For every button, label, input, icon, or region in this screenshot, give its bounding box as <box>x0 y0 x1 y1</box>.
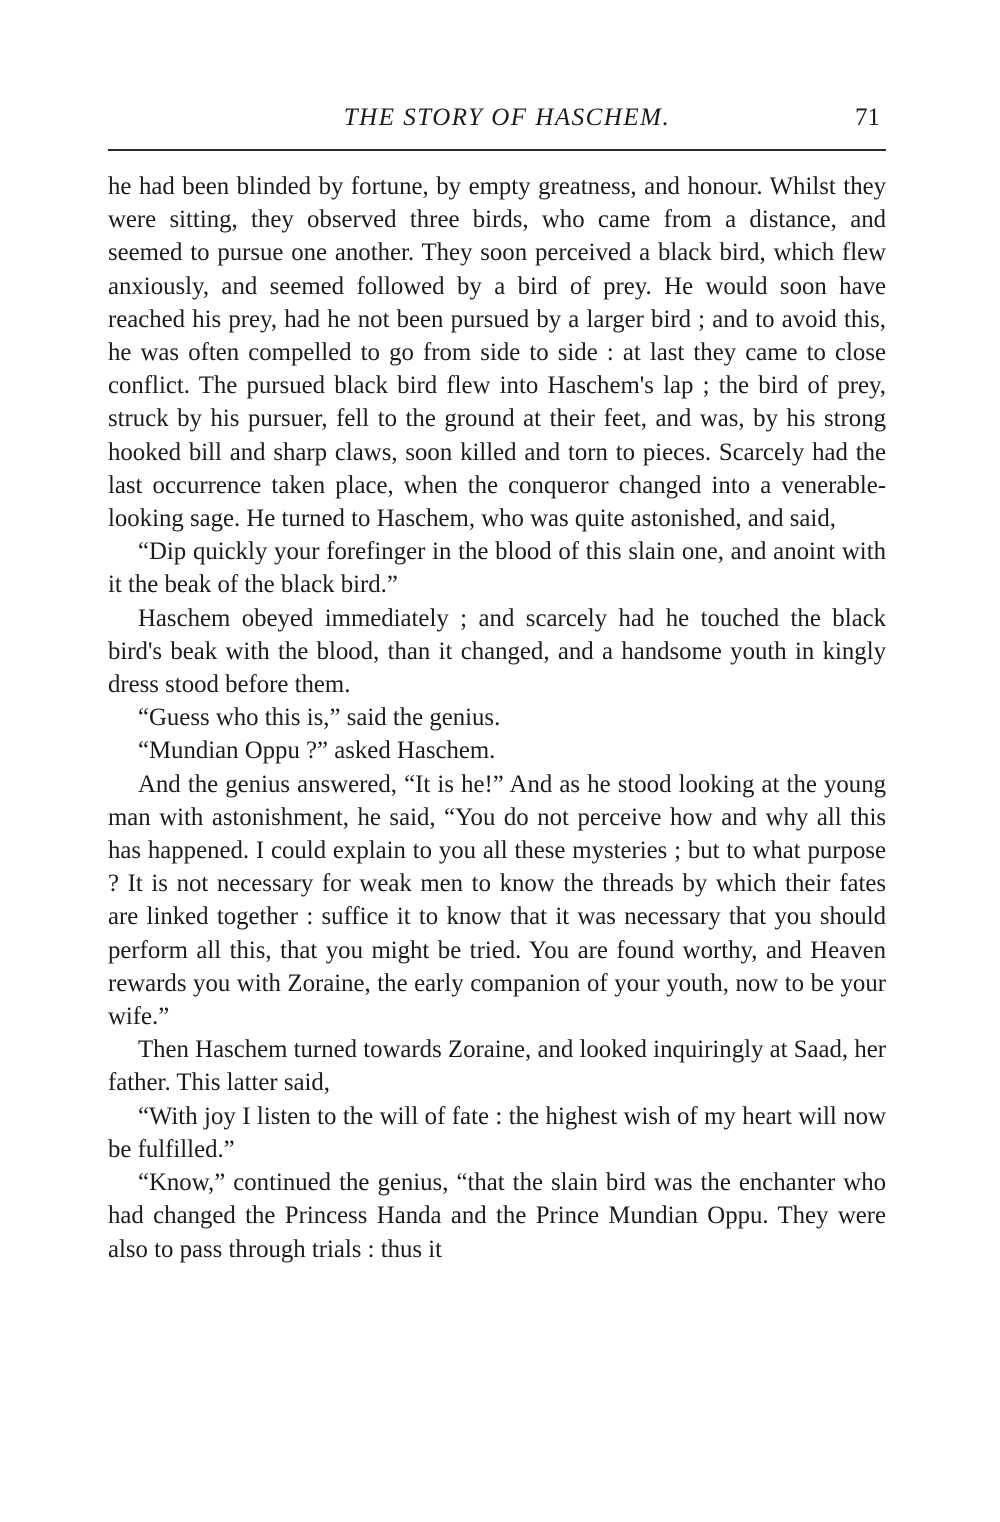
paragraph: “Mundian Oppu ?” asked Haschem. <box>138 737 496 765</box>
paragraph: Then Haschem turned towards Zoraine, and looked inquiringly at Saad, her father. This latter said, <box>108 1036 886 1097</box>
paragraph: “Know,” continued the genius, “that the slain bird was the enchanter who had changed the Princess Handa and the Prince Mundian Oppu. They were also to pass through trials : thus it <box>108 1169 886 1263</box>
running-title: THE STORY OF HASCHEM. <box>343 104 671 131</box>
paragraph: “Dip quickly your forefinger in the blood of this slain one, and anoint with it the beak of the black bird.” <box>108 538 886 599</box>
paragraph: “Guess who this is,” said the genius. <box>138 704 501 732</box>
paragraph: Haschem obeyed immediately ; and scarcely had he touched the black bird's beak with the blood, than it changed, and a handsome youth in kingly dress stood before them. <box>108 604 886 699</box>
header-rule <box>108 149 886 151</box>
paragraph: he had been blinded by fortune, by empty greatness, and honour. Whilst they were sitting, they observed three birds, who came from a distance, and seemed to pursue one another. They soon perceived a black bird, which flew anxiously, and seemed followed by a bird of prey. He would soon have reached his prey, had he not been pursued by a larger bird ; and to avoid this, he was often compelled to go from side to side : at last they came to close conflict. The pursued black bird flew into Haschem's lap ; the bird of prey, struck by his pursuer, fell to the ground at their feet, and was, by his strong hooked bill and sharp claws, soon killed and torn to pieces. Scarcely had the last occurrence taken place, when the conqueror changed into a venerable-looking sage. He turned to Haschem, who was quite astonished, and said, <box>108 173 886 533</box>
page-number: 71 <box>855 104 880 131</box>
paragraph: And the genius answered, “It is he!” And as he stood looking at the young man with astonishment, he said, “You do not perceive how and why all this has happened. I could explain to you all these mysteries ; but to what purpose ? It is not necessary for weak men to know the threads by which their fates are linked together : suffice it to know that it was necessary that you should perform all this, that you might be tried. You are found worthy, and Heaven rewards you with Zoraine, the early companion of your youth, now to be your wife.” <box>108 770 886 1031</box>
paragraph: “With joy I listen to the will of fate : the highest wish of my heart will now be fulfilled.” <box>108 1102 886 1163</box>
running-head <box>108 100 886 140</box>
body-text <box>108 170 886 1266</box>
